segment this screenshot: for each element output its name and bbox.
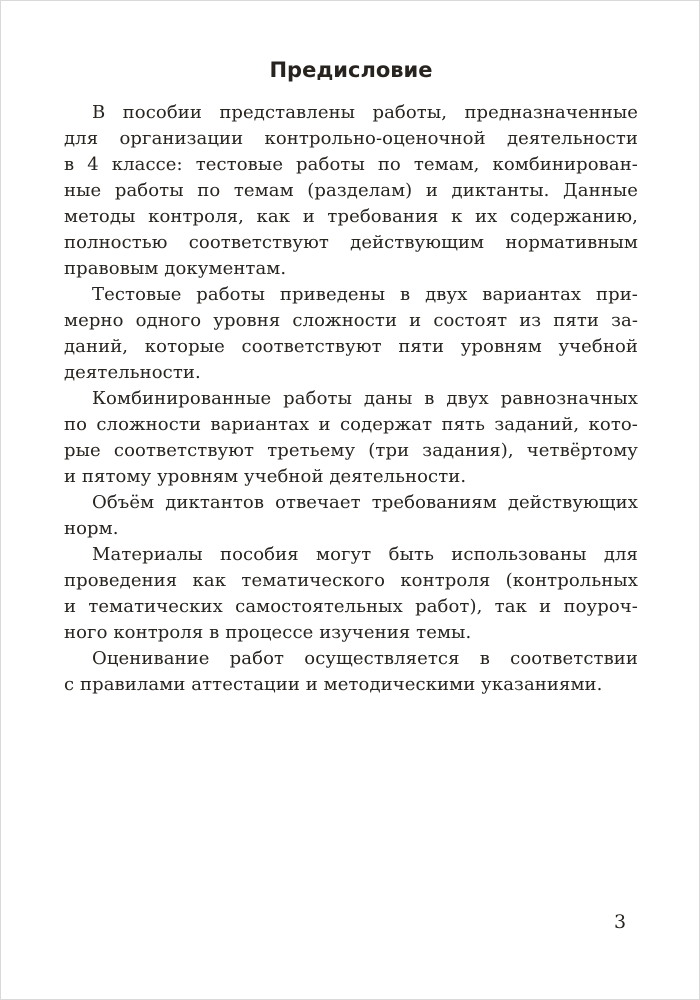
text-line: ные работы по темам (разделам) и диктанты. Данные [64,180,638,201]
page-title: Предисловие [269,58,433,82]
text-line: Оценивание работ осуществляется в соответствии [92,648,638,669]
text-line: ного контроля в процессе изучения темы. [64,622,472,643]
text-line: с правилами аттестации и методическими указаниями. [64,674,603,695]
text-line: Материалы пособия могут быть использованы для [92,544,638,565]
text-line: даний, которые соответствуют пяти уровням учебной [64,336,638,357]
text-line: Тестовые работы приведены в двух вариантах при- [92,284,638,305]
text-line: деятельности. [64,362,201,383]
paragraph [64,386,638,490]
text-line: мерно одного уровня сложности и состоят из пяти за- [64,310,638,331]
page-content [64,57,638,698]
text-line: в 4 классе: тестовые работы по темам, комбинирован- [64,154,638,175]
preface-body-text [64,100,638,698]
text-line: Объём диктантов отвечает требованиям действующих [92,492,638,513]
paragraph [64,646,638,698]
text-line: и тематических самостоятельных работ), так и поуроч- [64,596,638,617]
paragraph [64,282,638,386]
text-line: и пятому уровням учебной деятельности. [64,466,467,487]
text-line: Комбинированные работы даны в двух равнозначных [92,388,638,409]
text-line: проведения как тематического контроля (контрольных [64,570,638,591]
text-line: норм. [64,518,119,539]
page-number: 3 [613,911,627,933]
text-line: рые соответствуют третьему (три задания), четвёртому [64,440,638,461]
text-line: правовым документам. [64,258,287,279]
text-line: В пособии представлены работы, предназначенные [92,102,638,123]
paragraph [64,542,638,646]
text-line: полностью соответствуют действующим нормативным [64,232,638,253]
text-line: для организации контрольно-оценочной деятельности [64,128,638,149]
paragraph [64,490,638,542]
text-line: методы контроля, как и требования к их содержанию, [64,206,638,227]
paragraph [64,100,638,282]
text-line: по сложности вариантах и содержат пять заданий, кото- [64,414,638,435]
